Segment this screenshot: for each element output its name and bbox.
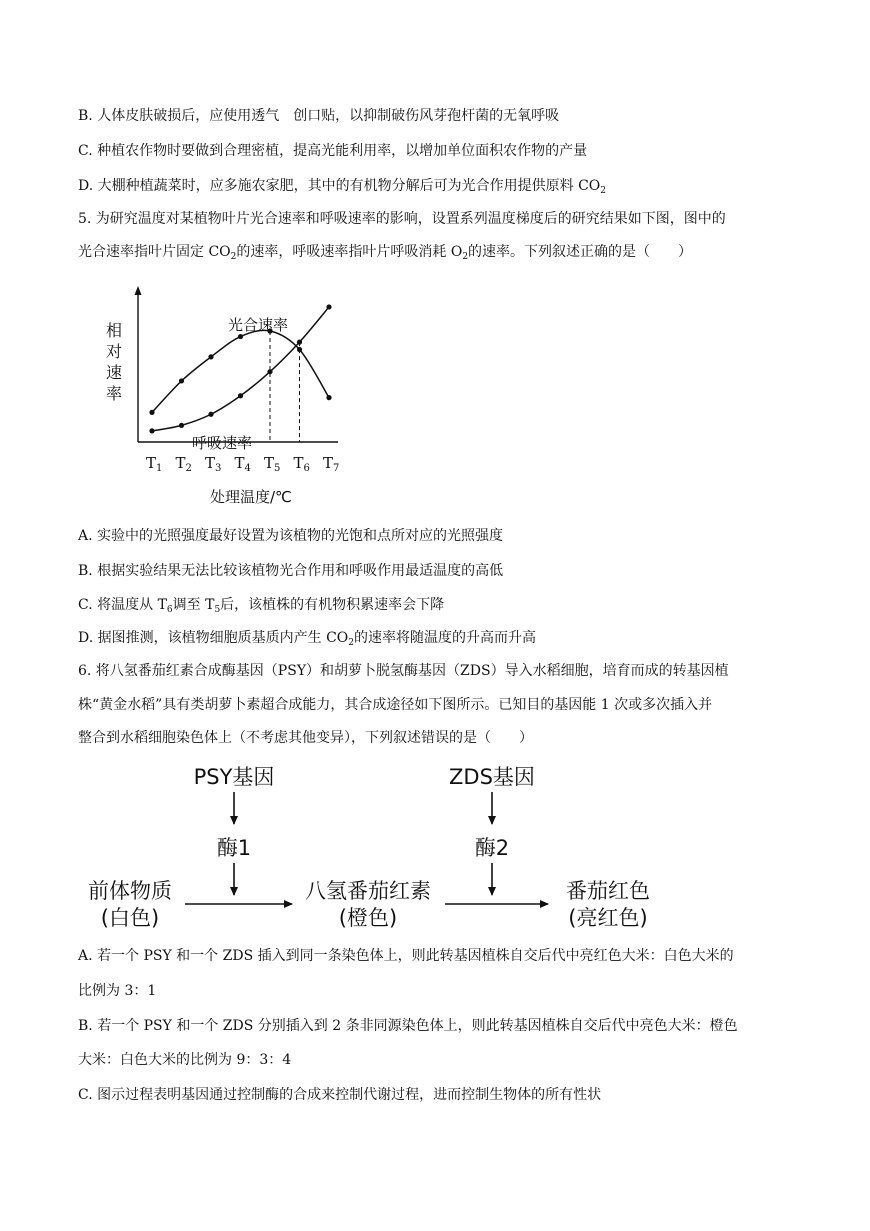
respiration-point xyxy=(297,340,302,345)
phytoene-node: 八氢番茄红素 xyxy=(305,879,431,903)
q4-option-b: B. 人体皮肤破损后，应使用透气 创口贴，以抑制破伤风芽孢杆菌的无氧呼吸 xyxy=(78,108,560,124)
photosynthesis-curve-label: 光合速率 xyxy=(228,316,289,334)
pathway-diagram xyxy=(70,760,670,940)
photosynthesis-point xyxy=(179,378,184,383)
q6-stem-line-1: 6. 将八氢番茄红素合成酶基因（PSY）和胡萝卜脱氢酶基因（ZDS）导入水稻细胞，培育而成的转基因植 xyxy=(78,663,729,679)
precursor-color: (白色) xyxy=(100,906,160,930)
q5-option-d: D. 据图推测，该植物细胞质基质内产生 $CO_2$的速率将随温度的升高而升高 xyxy=(78,630,536,648)
x-tick-label: $T_5$ xyxy=(264,454,281,474)
y-axis-label xyxy=(106,321,122,403)
y-label-char: 率 xyxy=(105,384,123,403)
zds-gene-label: ZDS基因 xyxy=(449,765,535,789)
psy-gene-label: PSY基因 xyxy=(193,765,275,789)
q6-option-c: C. 图示过程表明基因通过控制酶的合成来控制代谢过程，进而控制生物体的所有性状 xyxy=(78,1087,602,1103)
respiration-point xyxy=(179,423,184,428)
q5-option-b: B. 根据实验结果无法比较该植物光合作用和呼吸作用最适温度的高低 xyxy=(78,563,504,579)
respiration-point xyxy=(149,428,154,433)
x-tick-label: $T_7$ xyxy=(323,454,340,474)
q6-option-b-line-1: B. 若一个 PSY 和一个 ZDS 分别插入到 2 条非同源染色体上，则此转基因植株自交后代中亮色大米：橙色 xyxy=(78,1018,738,1034)
q6-option-a-line-2: 比例为 3：1 xyxy=(78,983,157,999)
y-label-char: 对 xyxy=(105,342,123,361)
x-tick-label: $T_2$ xyxy=(175,454,192,474)
x-tick-label: $T_4$ xyxy=(234,454,251,474)
enzyme1-label: 酶1 xyxy=(216,836,252,860)
x-tick-label: $T_1$ xyxy=(146,454,163,474)
photosynthesis-point xyxy=(149,410,154,415)
q6-option-b-line-2: 大米：白色大米的比例为 9：3：4 xyxy=(78,1052,292,1068)
lycopene-node: 番茄红色 xyxy=(566,879,650,903)
y-label-char: 速 xyxy=(105,363,123,382)
q5-option-c: C. 将温度从 $T_6$调至 $T_5$后，该植株的有机物积累速率会下降 xyxy=(78,597,445,615)
q6-stem-line-2: 株“黄金水稻”具有类胡萝卜素超合成能力，其合成途径如下图所示。已知目的基因能 1 次或多次插入并 xyxy=(78,697,713,713)
phytoene-color: (橙色) xyxy=(338,906,398,930)
respiration-point xyxy=(326,304,331,309)
precursor-node: 前体物质 xyxy=(88,879,172,903)
y-label-char: 相 xyxy=(105,321,123,340)
y-axis-arrow xyxy=(135,286,142,295)
q5-stem-line-2: 光合速率指叶片固定 $CO_2$的速率，呼吸速率指叶片呼吸消耗 $O_2$的速率。下列叙述正确的是（ ） xyxy=(78,244,693,262)
q6-stem-line-3: 整合到水稻细胞染色体上（不考虑其他变异），下列叙述错误的是（ ） xyxy=(78,730,533,746)
q5-stem-line-1: 5. 为研究温度对某植物叶片光合速率和呼吸速率的影响，设置系列温度梯度后的研究结果如下图，图中的 xyxy=(78,211,726,227)
q4-option-d: D. 大棚种植蔬菜时，应多施农家肥，其中的有机物分解后可为光合作用提供原料 $CO_2$ xyxy=(78,178,606,196)
q6-option-a-line-1: A. 若一个 PSY 和一个 ZDS 插入到同一条染色体上，则此转基因植株自交后代中亮红色大米：白色大米的 xyxy=(78,948,734,964)
photosynthesis-point xyxy=(208,354,213,359)
x-axis-label: 处理温度/℃ xyxy=(210,488,292,506)
q4-option-c: C. 种植农作物时要做到合理密植，提高光能利用率，以增加单位面积农作物的产量 xyxy=(78,143,588,159)
respiration-curve-label: 呼吸速率 xyxy=(192,434,253,452)
x-tick-label: $T_3$ xyxy=(205,454,222,474)
photosynthesis-point xyxy=(297,347,302,352)
photosynthesis-point xyxy=(326,395,331,400)
photosynthesis-curve xyxy=(152,330,329,412)
enzyme2-label: 酶2 xyxy=(474,836,510,860)
rate-chart xyxy=(100,282,360,512)
respiration-point xyxy=(208,412,213,417)
photosynthesis-point xyxy=(238,334,243,339)
respiration-point xyxy=(267,369,272,374)
q5-option-a: A. 实验中的光照强度最好设置为该植物的光饱和点所对应的光照强度 xyxy=(78,528,504,544)
lycopene-color: (亮红色) xyxy=(568,906,648,930)
respiration-point xyxy=(238,393,243,398)
x-tick-label: $T_6$ xyxy=(293,454,310,474)
